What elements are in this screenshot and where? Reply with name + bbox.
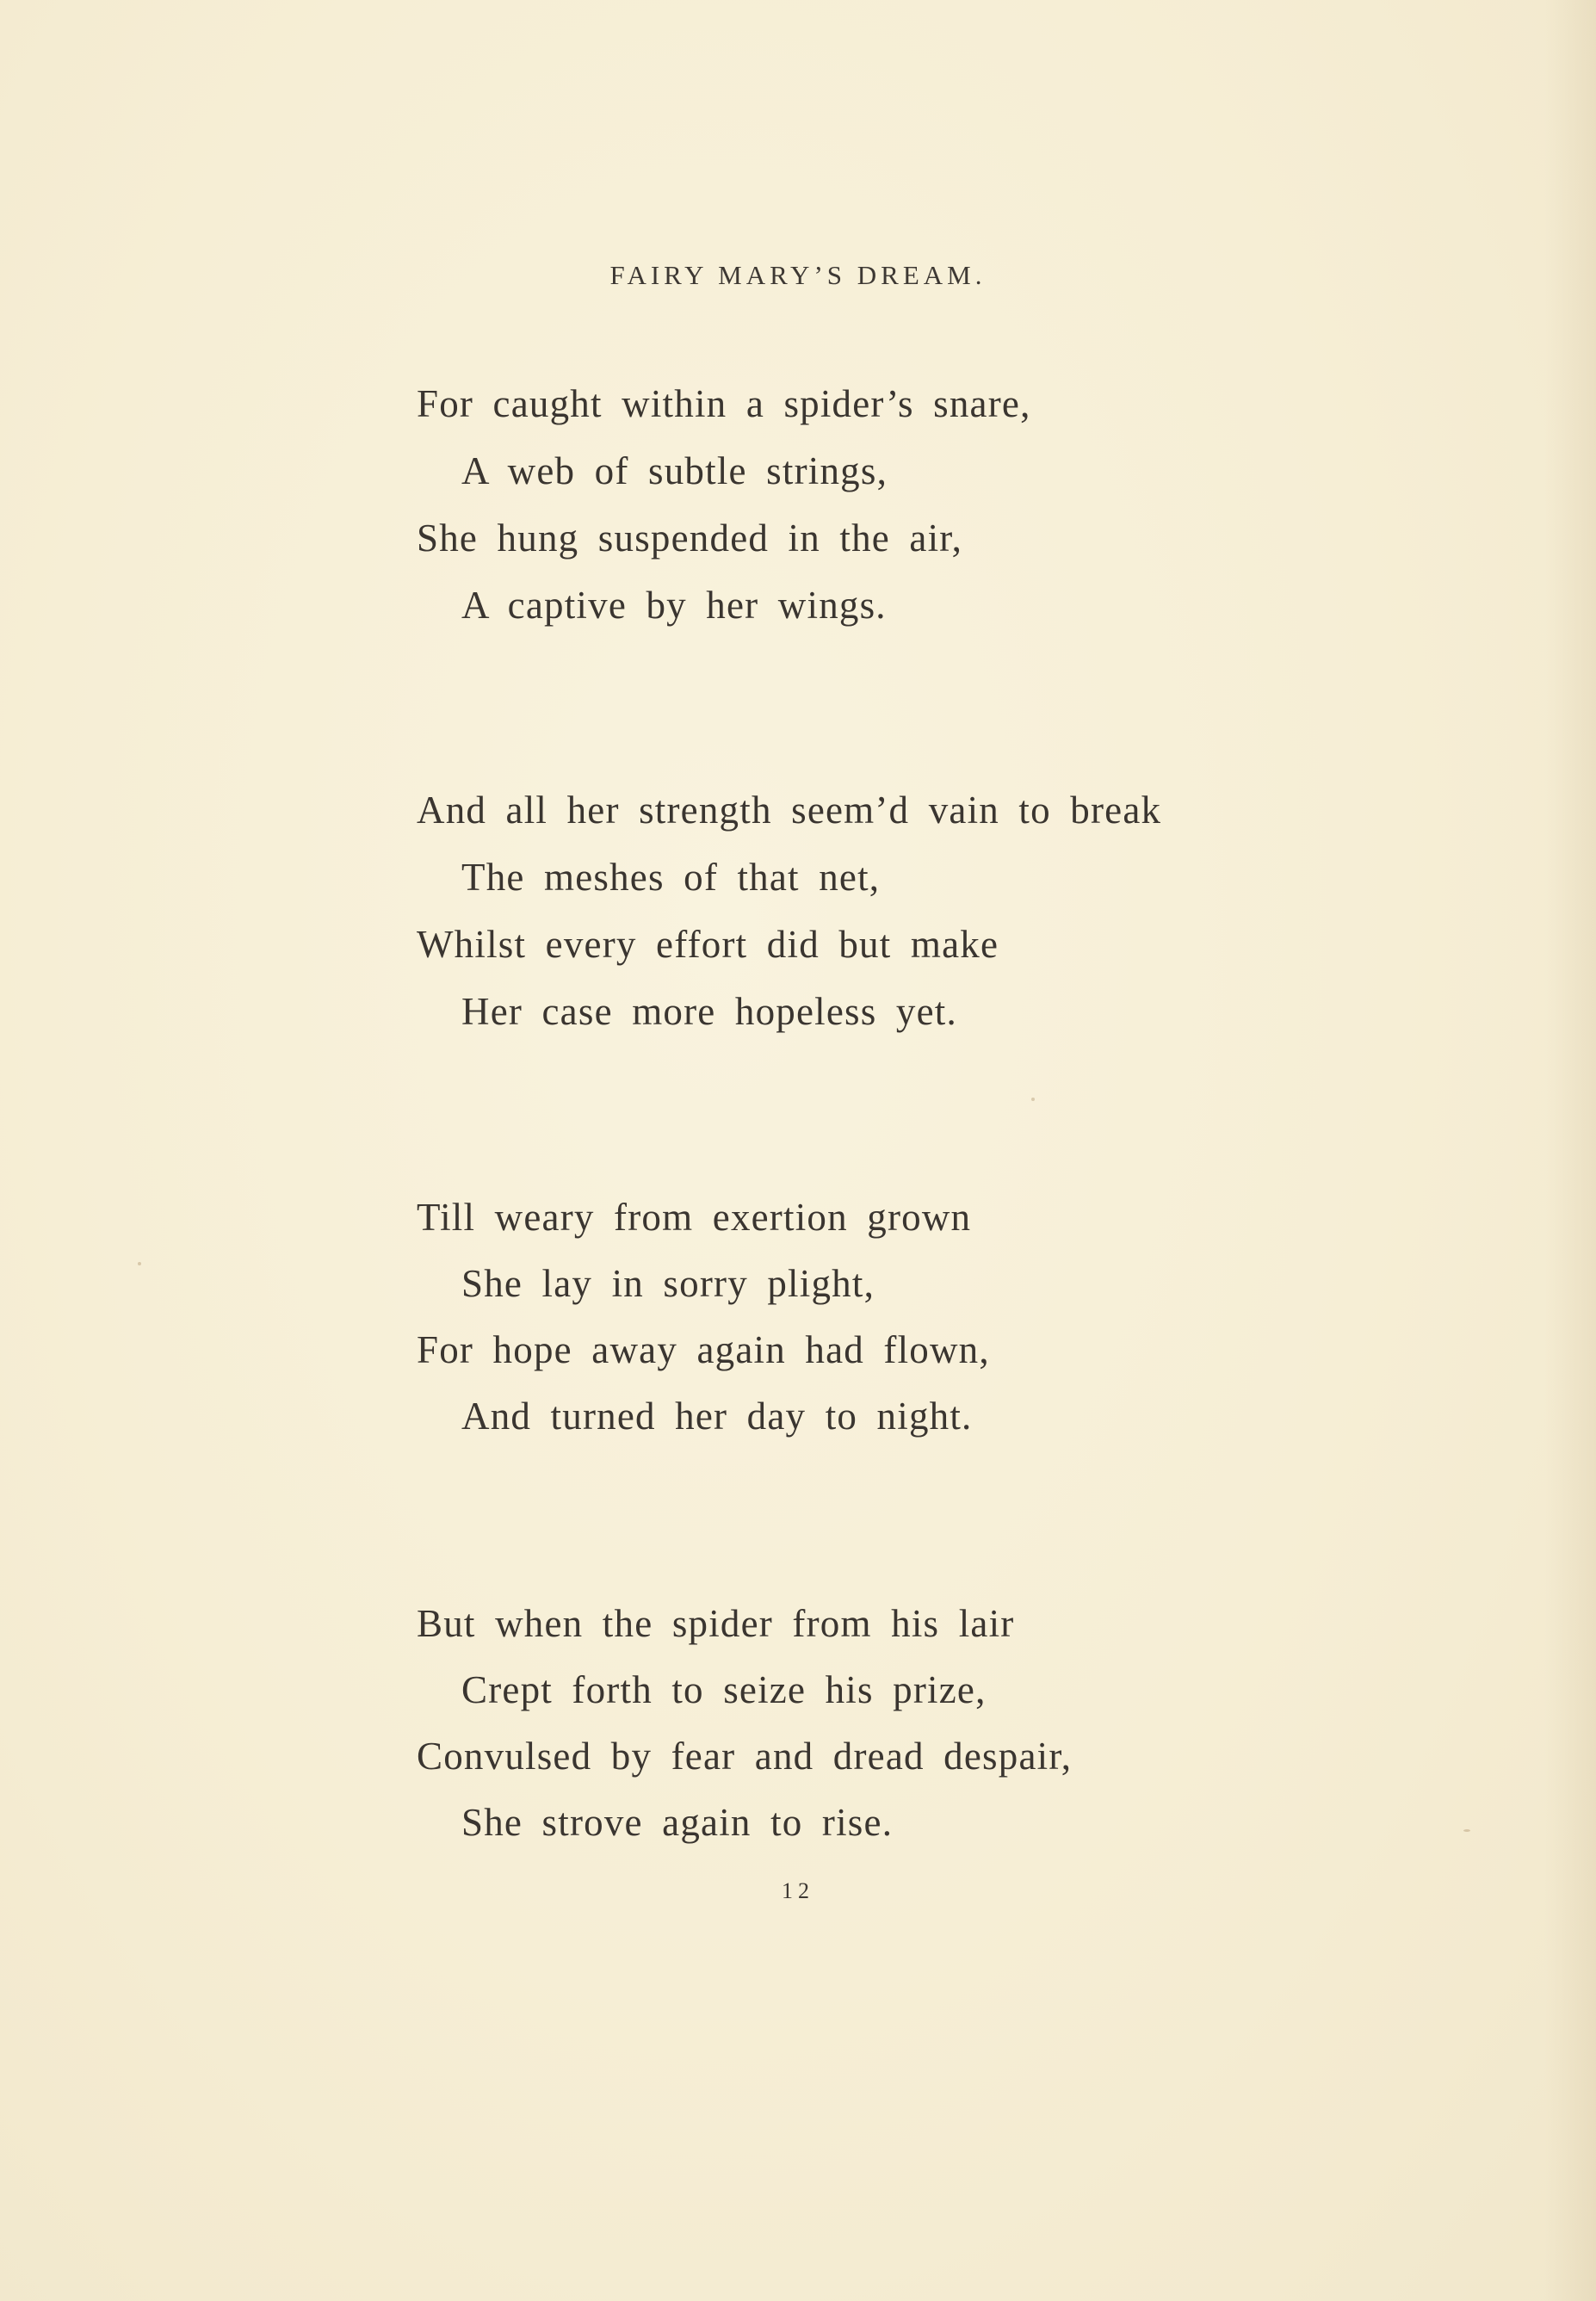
verse-line: Whilst every effort did but make	[417, 923, 999, 966]
verse-line: She strove again to rise.	[461, 1801, 894, 1844]
paper-speck	[1031, 1098, 1035, 1101]
paper-speck	[1463, 1829, 1470, 1832]
verse-line: But when the spider from his lair	[417, 1602, 1015, 1645]
verse-line: Convulsed by fear and dread despair,	[417, 1735, 1073, 1778]
verse-line: She hung suspended in the air,	[417, 516, 963, 560]
page-number: 12	[782, 1878, 814, 1903]
page-edge-shadow	[1544, 0, 1596, 2301]
verse-line: A captive by her wings.	[461, 584, 887, 627]
verse-line: For caught within a spider’s snare,	[417, 382, 1031, 425]
verse-line: A web of subtle strings,	[461, 449, 888, 492]
verse-line: Her case more hopeless yet.	[461, 990, 957, 1033]
verse-line: Crept forth to seize his prize,	[461, 1668, 987, 1711]
verse-line: The meshes of that net,	[461, 856, 881, 899]
verse-line: Till weary from exertion grown	[417, 1196, 972, 1239]
paper-speck	[138, 1262, 141, 1265]
verse-line: For hope away again had flown,	[417, 1328, 990, 1371]
verse-line: And turned her day to night.	[461, 1395, 973, 1438]
verse-line: And all her strength seem’d vain to break	[417, 789, 1162, 832]
verse-line: She lay in sorry plight,	[461, 1262, 875, 1305]
running-head: FAIRY MARY’S DREAM.	[609, 260, 987, 290]
